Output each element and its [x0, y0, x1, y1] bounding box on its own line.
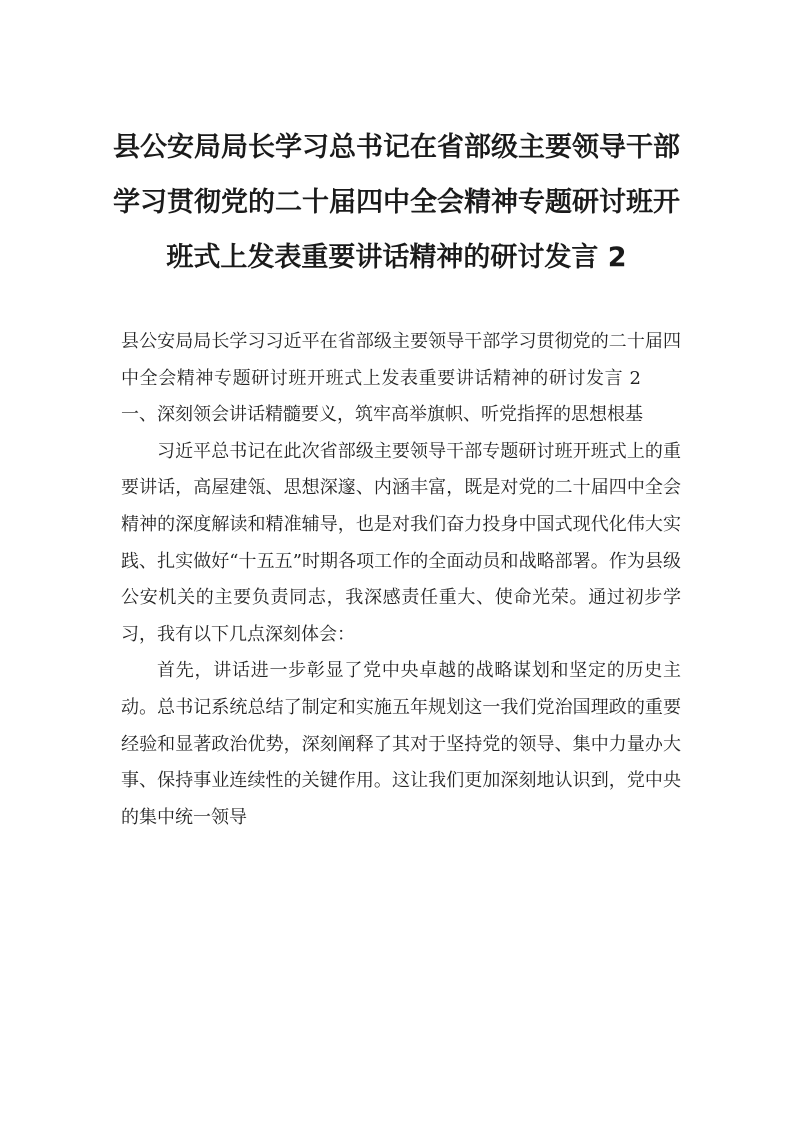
body-paragraph-1: 习近平总书记在此次省部级主要领导干部专题研讨班开班式上的重要讲话，高屋建瓴、思想深邃、内涵丰富，既是对党的二十届四中全会精神的深度解读和精准辅导，也是对我们奋力投身中国式现代化伟大实践、扎实做好“十五五”时期各项工作的全面动员和战略部署。作为县级公安机关的主要负责同志，我深感责任重大、使命光荣。通过初步学习，我有以下几点深刻体会：	[121, 440, 681, 645]
intro-line: 县公安局局长学习习近平在省部级主要领导干部学习贯彻党的二十届四中全会精神专题研讨班开班式上发表重要讲话精神的研讨发言 2	[121, 331, 681, 389]
section-heading: 一、深刻领会讲话精髓要义，筑牢高举旗帜、听党指挥的思想根基	[121, 404, 643, 426]
document-body	[121, 324, 681, 836]
document-title: 县公安局局长学习总书记在省部级主要领导干部学习贯彻党的二十届四中全会精神专题研讨班开班式上发表重要讲话精神的研讨发言 2	[113, 132, 680, 273]
intro-paragraph	[121, 324, 681, 434]
body-paragraph-2: 首先，讲话进一步彰显了党中央卓越的战略谋划和坚定的历史主动。总书记系统总结了制定和实施五年规划这一我们党治国理政的重要经验和显著政治优势，深刻阐释了其对于坚持党的领导、集中力量办大事、保持事业连续性的关键作用。这让我们更加深刻地认识到，党中央的集中统一领导	[121, 660, 681, 828]
